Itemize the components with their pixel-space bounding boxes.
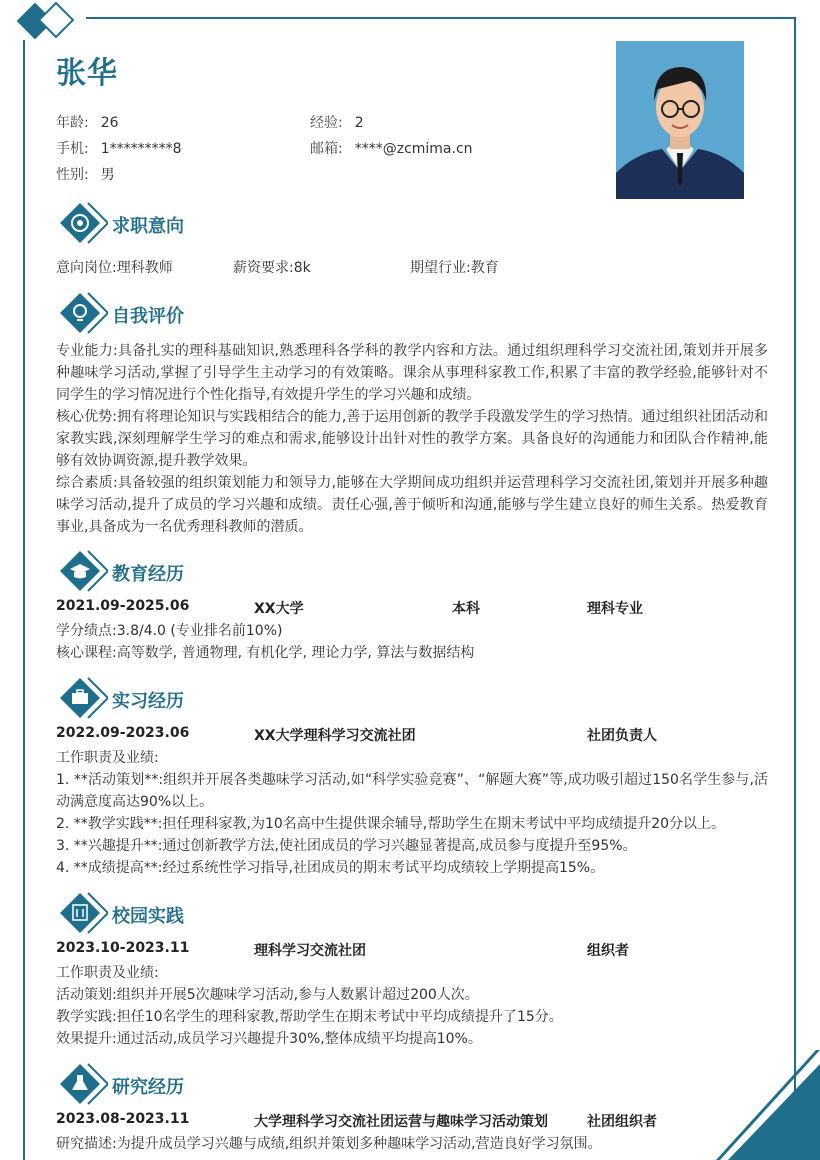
section-title-research: 研究经历 — [112, 1077, 184, 1098]
phone-label: 手机: — [56, 141, 89, 157]
internship-item-2: 2. **教学实践**:担任理科家教,为10名高中生提供课余辅导,帮助学生在期末考试中平均成绩提升20分以上。 — [56, 816, 726, 832]
internship-period: 2022.09-2023.06 — [56, 725, 190, 741]
gender-row — [56, 164, 115, 184]
campus-org: 理科学习交流社团 — [254, 943, 366, 959]
intent-salary: 薪资要求:8k — [233, 260, 311, 276]
internship-item-1: 1. **活动策划**:组织并开展各类趣味学习活动,如“科学实验竞赛”、“解题大赛”等,成功吸引超过150名学生参与,活动满意度高达90%以上。 — [56, 772, 768, 810]
phone-value: 1*********8 — [100, 141, 182, 157]
research-period: 2023.08-2023.11 — [56, 1111, 190, 1127]
self-eval-advantage: 核心优势:拥有将理论知识与实践相结合的能力,善于运用创新的教学手段激发学生的学习热情。通过组织社团活动和家教实践,深刻理解学生学习的难点和需求,能够设计出针对性的教学方案。具备良好的沟通能力和团队合作精神,能够有效协调资源,提升教学效果。 — [56, 409, 768, 469]
candidate-name: 张华 — [56, 56, 118, 91]
diamond-logo-icon — [8, 2, 78, 48]
self-eval-professional: 专业能力:具备扎实的理科基础知识,熟悉理科各学科的教学内容和方法。通过组织理科学习交流社团,策划并开展多种趣味学习活动,掌握了引导学生主动学习的有效策略。课余从事理科家教工作,积累了丰富的教学经验,能够针对不同学生的学习情况进行个性化指导,有效提升学生的学习兴趣和成绩。 — [56, 343, 768, 403]
internship-item-4: 4. **成绩提高**:经过系统性学习指导,社团成员的期末考试平均成绩较上学期提高15%。 — [56, 860, 605, 876]
research-desc: 研究描述:为提升成员学习兴趣与成绩,组织并策划多种趣味学习活动,营造良好学习氛围。 — [56, 1136, 602, 1152]
phone-row — [56, 138, 182, 158]
briefcase-icon — [58, 676, 108, 720]
graduation-cap-icon — [58, 549, 108, 593]
research-project: 大学理科学习交流社团运营与趣味学习活动策划 — [254, 1114, 548, 1130]
campus-item-2: 教学实践:担任10名学生的理科家教,帮助学生在期末考试中平均成绩提升了15分。 — [56, 1009, 563, 1025]
self-eval-quality: 综合素质:具备较强的组织策划能力和领导力,能够在大学期间成功组织并运营理科学习交流社团,策划并开展多种趣味学习活动,提升了成员的学习兴趣和成绩。责任心强,善于倾听和沟通,能够与学生建立良好的师生关系。热爱教育事业,具备成为一名优秀理科教师的潜质。 — [56, 475, 768, 535]
intent-position: 意向岗位:理科教师 — [56, 260, 173, 276]
age-label: 年龄: — [56, 115, 89, 131]
gender-value: 男 — [100, 167, 115, 183]
education-courses: 核心课程:高等数学, 普通物理, 有机化学, 理论力学, 算法与数据结构 — [56, 645, 475, 661]
education-gpa: 学分绩点:3.8/4.0 (专业排名前10%) — [56, 623, 283, 639]
campus-header-row — [56, 940, 756, 960]
education-major: 理科专业 — [587, 601, 643, 617]
age-value: 26 — [100, 115, 119, 131]
campus-role: 组织者 — [587, 943, 629, 959]
campus-duties-label: 工作职责及业绩: — [56, 965, 159, 981]
experience-value: 2 — [354, 115, 364, 131]
internship-org: XX大学理科学习交流社团 — [254, 728, 416, 744]
frame-left-line — [23, 40, 25, 1160]
research-role: 社团组织者 — [587, 1114, 657, 1130]
corner-stripes-icon — [716, 1050, 820, 1160]
internship-item-3: 3. **兴趣提升**:通过创新教学方法,使社团成员的学习兴趣显著提高,成员参与度提升至95%。 — [56, 838, 637, 854]
section-title-education: 教育经历 — [112, 564, 184, 585]
profile-photo — [616, 41, 744, 199]
section-title-intent: 求职意向 — [112, 216, 184, 237]
lightbulb-icon — [58, 291, 108, 335]
experience-label: 经验: — [310, 115, 343, 131]
email-row — [310, 138, 473, 158]
email-value: ****@zcmima.cn — [354, 141, 473, 157]
target-icon — [58, 201, 108, 245]
building-icon — [58, 891, 108, 935]
internship-header-row — [56, 725, 756, 745]
section-title-self-eval: 自我评价 — [112, 306, 184, 327]
section-title-internship: 实习经历 — [112, 691, 184, 712]
experience-row — [310, 112, 364, 132]
education-degree: 本科 — [452, 601, 480, 617]
frame-top-line — [86, 17, 796, 19]
campus-item-3: 效果提升:通过活动,成员学习兴趣提升30%,整体成绩平均提高10%。 — [56, 1031, 482, 1047]
intent-industry: 期望行业:教育 — [410, 260, 499, 276]
email-label: 邮箱: — [310, 141, 343, 157]
flask-icon — [58, 1062, 108, 1106]
age-row — [56, 112, 119, 132]
campus-item-1: 活动策划:组织并开展5次趣味学习活动,参与人数累计超过200人次。 — [56, 987, 479, 1003]
education-header-row — [56, 598, 756, 618]
research-header-row — [56, 1111, 756, 1131]
education-period: 2021.09-2025.06 — [56, 598, 190, 614]
internship-role: 社团负责人 — [587, 728, 657, 744]
internship-duties-label: 工作职责及业绩: — [56, 750, 159, 766]
frame-right-line — [794, 17, 796, 1160]
gender-label: 性别: — [56, 167, 89, 183]
section-title-campus: 校园实践 — [112, 906, 184, 927]
education-school: XX大学 — [254, 601, 304, 617]
campus-period: 2023.10-2023.11 — [56, 940, 190, 956]
